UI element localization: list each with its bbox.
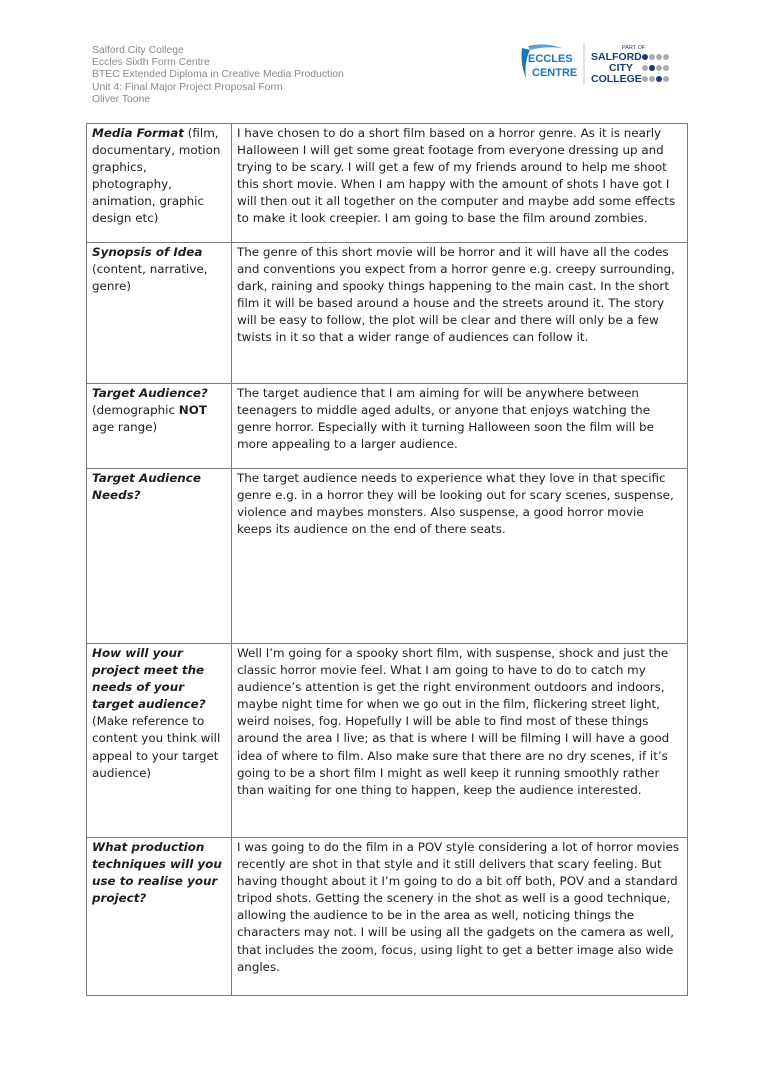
eccles-centre-logo (518, 40, 678, 88)
centre-logo-text: CENTRE (532, 67, 578, 79)
target-audience-content: The target audience that I am aiming for will be anywhere between teenagers to middle aged adults, or anyone that enjoys watching the genre horror. Especially with it turning Halloween soon the film will be more appealing to a larger audience. (232, 384, 688, 469)
header-course: BTEC Extended Diploma in Creative Media Production (92, 69, 344, 81)
header-centre: Eccles Sixth Form Centre (92, 57, 210, 69)
audience-needs-content: The target audience needs to experience what they love in that specific genre e.g. in a horror they will be looking out for scary scenes, suspense, violence and maybes monsters. Also suspense, a good horror movie keeps its audience on the end of there seats. (232, 469, 688, 644)
header-college: Salford City College (92, 45, 184, 56)
part-of-text: PART OF (622, 45, 646, 51)
header-unit: Unit 4: Final Major Project Proposal Form (92, 81, 283, 93)
production-techniques-label: What production techniques will you use to realise your project? (87, 838, 232, 996)
header-author: Oliver Toone (92, 93, 151, 105)
city-logo-text: CITY (609, 62, 633, 74)
table-row (87, 243, 688, 384)
table-row (87, 469, 688, 644)
synopsis-content: The genre of this short movie will be horror and it will have all the codes and conventions you expect from a horror genre e.g. creepy surrounding, dark, raining and spooky things happening to the main cast. In the short film it will be based around a house and the streets around it. The story will be easy to follow, the plot will be clear and there will only be a few twists in it so that a wider range of audiences can follow it. (232, 243, 688, 384)
media-format-content: I have chosen to do a short film based on a horror genre. As it is nearly Halloween I will get some great footage from everyone dressing up and trying to be scary. I will get a few of my friends around to help me shoot this short movie. When I am happy with the amount of shots I have got I will then out it all together on the computer and maybe add some effects to make it look creepier. I am going to base the film around zombies. (232, 124, 688, 243)
table-row (87, 384, 688, 469)
table-row (87, 644, 688, 838)
meet-needs-content: Well I’m going for a spooky short film, with suspense, shock and just the classic horror movie feel. What I am going to have to do to catch my audience’s attention is get the right environment outdoors and indoors, maybe night time for when we go out in the film, flickering street light, weird noises, fog. Hopefully I will be able to find most of these things around the area I live; as that is where I will be filming I will have a good idea of where to film. Also make sure that there are no dry scenes, if it’s going to be a short film I might as well keep it running smoothly rather than waiting for one thing to happen, keep the audience interested. (232, 644, 688, 838)
synopsis-label: Synopsis of Idea (content, narrative, genre) (87, 243, 232, 384)
meet-needs-label: How will your project meet the needs of your target audience? (Make reference to content you think will appeal to your target audience) (87, 644, 232, 838)
salford-logo-text: SALFORD (591, 51, 642, 63)
table-row (87, 838, 688, 996)
document-header (92, 45, 452, 106)
eccles-logo-text: ECCLES (528, 53, 573, 65)
target-audience-label: Target Audience? (demographic NOT age range) (87, 384, 232, 469)
production-techniques-content: I was going to do the film in a POV style considering a lot of horror movies recently are shot in that style and it still delivers that scary feeling. But having thought about it I’m going to do a bit off both, POV and a standard tripod shots. Getting the scenery in the shot as well is a good technique, allowing the audience to be in the area as well, noticing things the characters may not. I will be using all the gadgets on the camera as well, that includes the zoom, focus, using light to get a better image also wide angles. (232, 838, 688, 996)
college-logos (518, 40, 678, 88)
table-row (87, 124, 688, 243)
media-format-label: Media Format (film, documentary, motion graphics, photography, animation, graphic design etc) (87, 124, 232, 243)
audience-needs-label: Target Audience Needs? (87, 469, 232, 644)
salford-dots-icon (642, 54, 669, 82)
proposal-form-table (86, 123, 688, 996)
college-logo-text: COLLEGE (591, 73, 642, 85)
